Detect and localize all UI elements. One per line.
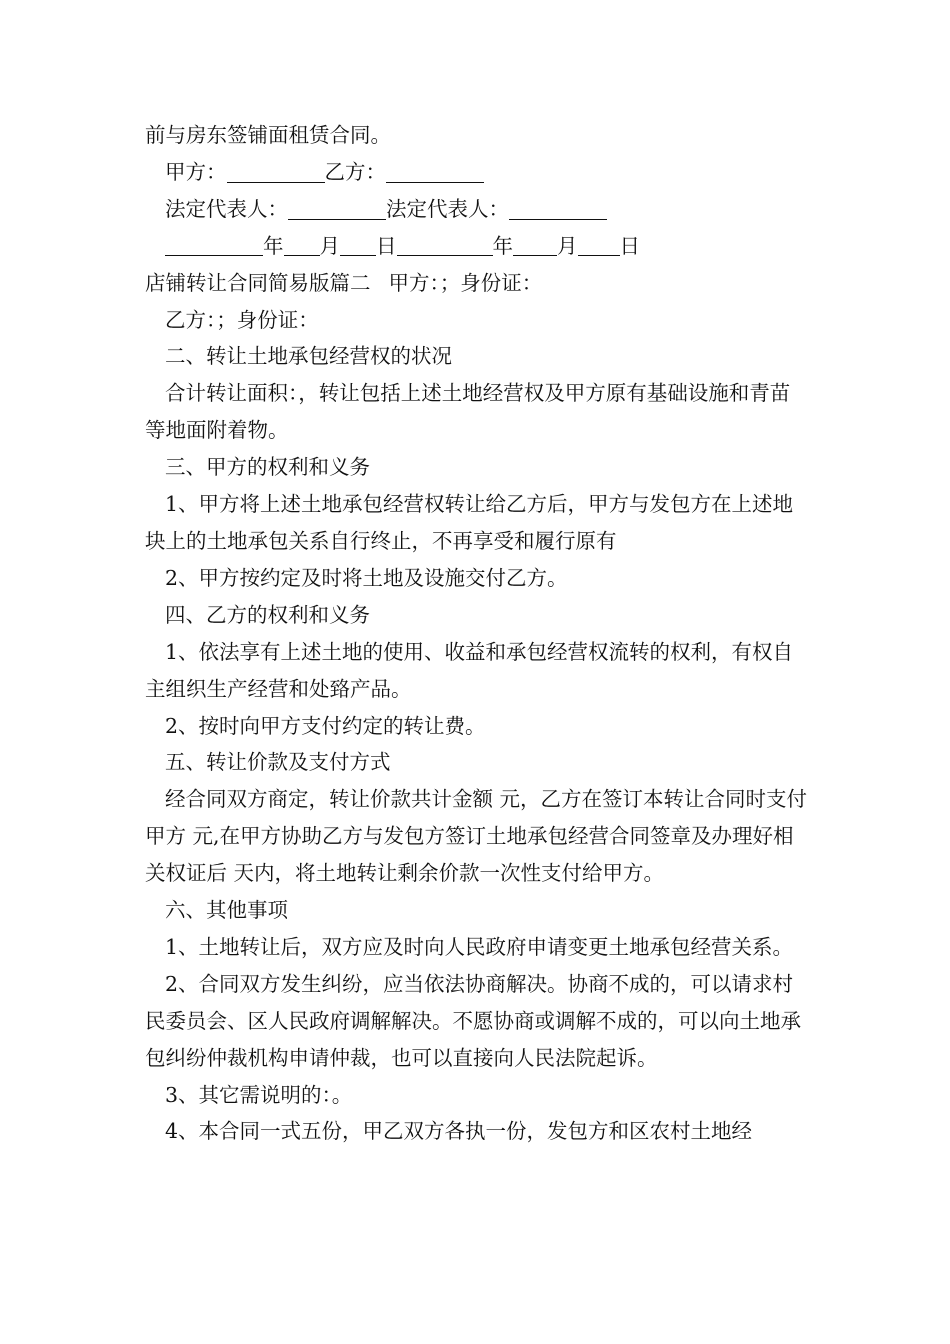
section-4-item-2: 2、按时向甲方支付约定的转让费。 xyxy=(165,713,486,738)
section-4-heading: 四、乙方的权利和义务 xyxy=(165,602,370,627)
party-b-blank[interactable] xyxy=(386,160,484,183)
section-2-body: 合计转让面积：，转让包括上述土地经营权及甲方原有基础设施和青苗等地面附着物。 xyxy=(145,381,791,443)
year-b-blank[interactable] xyxy=(397,234,493,257)
intro-line: 前与房东签铺面租赁合同。 xyxy=(145,123,391,147)
month-a-label: 月 xyxy=(319,233,340,258)
year-b-label: 年 xyxy=(492,233,513,258)
section-6-item-2: 2、合同双方发生纠纷，应当依法协商解决。协商不成的，可以请求村民委员会、区人民政府调解解决。不愿协商或调解不成的，可以向土地承包纠纷仲裁机构申请仲裁，也可以直接向人民法院起诉。 xyxy=(145,971,801,1070)
rep-a-label: 法定代表人： xyxy=(165,196,288,221)
representative-line xyxy=(145,191,810,228)
section-6-item-1: 1、土地转让后，双方应及时向人民政府申请变更土地承包经营关系。 xyxy=(165,934,794,959)
day-b-label: 日 xyxy=(619,233,640,258)
contract-body xyxy=(145,117,810,1150)
section-6-item-4: 4、本合同一式五份，甲乙双方各执一份，发包方和区农村土地经 xyxy=(165,1119,753,1144)
section-6-item-3: 3、其它需说明的：。 xyxy=(165,1082,353,1107)
rep-a-blank[interactable] xyxy=(288,197,386,220)
contract-title-line xyxy=(145,265,810,302)
date-line xyxy=(145,228,810,265)
year-a-label: 年 xyxy=(263,233,284,258)
rep-b-blank[interactable] xyxy=(509,197,607,220)
section-3-heading: 三、甲方的权利和义务 xyxy=(165,455,370,480)
section-5-heading: 五、转让价款及支付方式 xyxy=(165,750,391,775)
section-3-item-1: 1、甲方将上述土地承包经营权转让给乙方后，甲方与发包方在上述地块上的土地承包关系自行终止，不再享受和履行原有 xyxy=(145,492,794,553)
month-b-blank[interactable] xyxy=(513,234,557,257)
party-a-id-line: 甲方：；身份证： xyxy=(388,270,543,295)
rep-b-label: 法定代表人： xyxy=(386,196,509,221)
party-signature-line xyxy=(145,154,810,191)
section-4-item-1: 1、依法享有上述土地的使用、收益和承包经营权流转的权利，有权自主组织生产经营和处臵产品。 xyxy=(145,639,794,701)
day-a-label: 日 xyxy=(376,233,397,258)
section-3-item-2: 2、甲方按约定及时将土地及设施交付乙方。 xyxy=(165,565,568,590)
party-a-label: 甲方： xyxy=(165,159,227,184)
month-b-label: 月 xyxy=(557,233,578,258)
section-2-heading: 二、转让土地承包经营权的状况 xyxy=(165,344,452,369)
year-a-blank[interactable] xyxy=(165,234,263,257)
party-b-label: 乙方： xyxy=(324,159,386,184)
section-5-body: 经合同双方商定，转让价款共计金额 元，乙方在签订本转让合同时支付甲方 元,在甲方协助乙方与发包方签订土地承包经营合同签章及办理好相关权证后 天内，将土地转让剩余价款一次性支付给甲方。 xyxy=(145,787,808,886)
party-a-blank[interactable] xyxy=(227,160,325,183)
day-b-blank[interactable] xyxy=(578,234,620,257)
day-a-blank[interactable] xyxy=(340,234,376,257)
contract-title: 店铺转让合同简易版篇二 xyxy=(145,270,371,295)
month-a-blank[interactable] xyxy=(284,234,320,257)
party-b-id-line: 乙方：；身份证： xyxy=(165,307,319,332)
section-6-heading: 六、其他事项 xyxy=(165,898,288,923)
